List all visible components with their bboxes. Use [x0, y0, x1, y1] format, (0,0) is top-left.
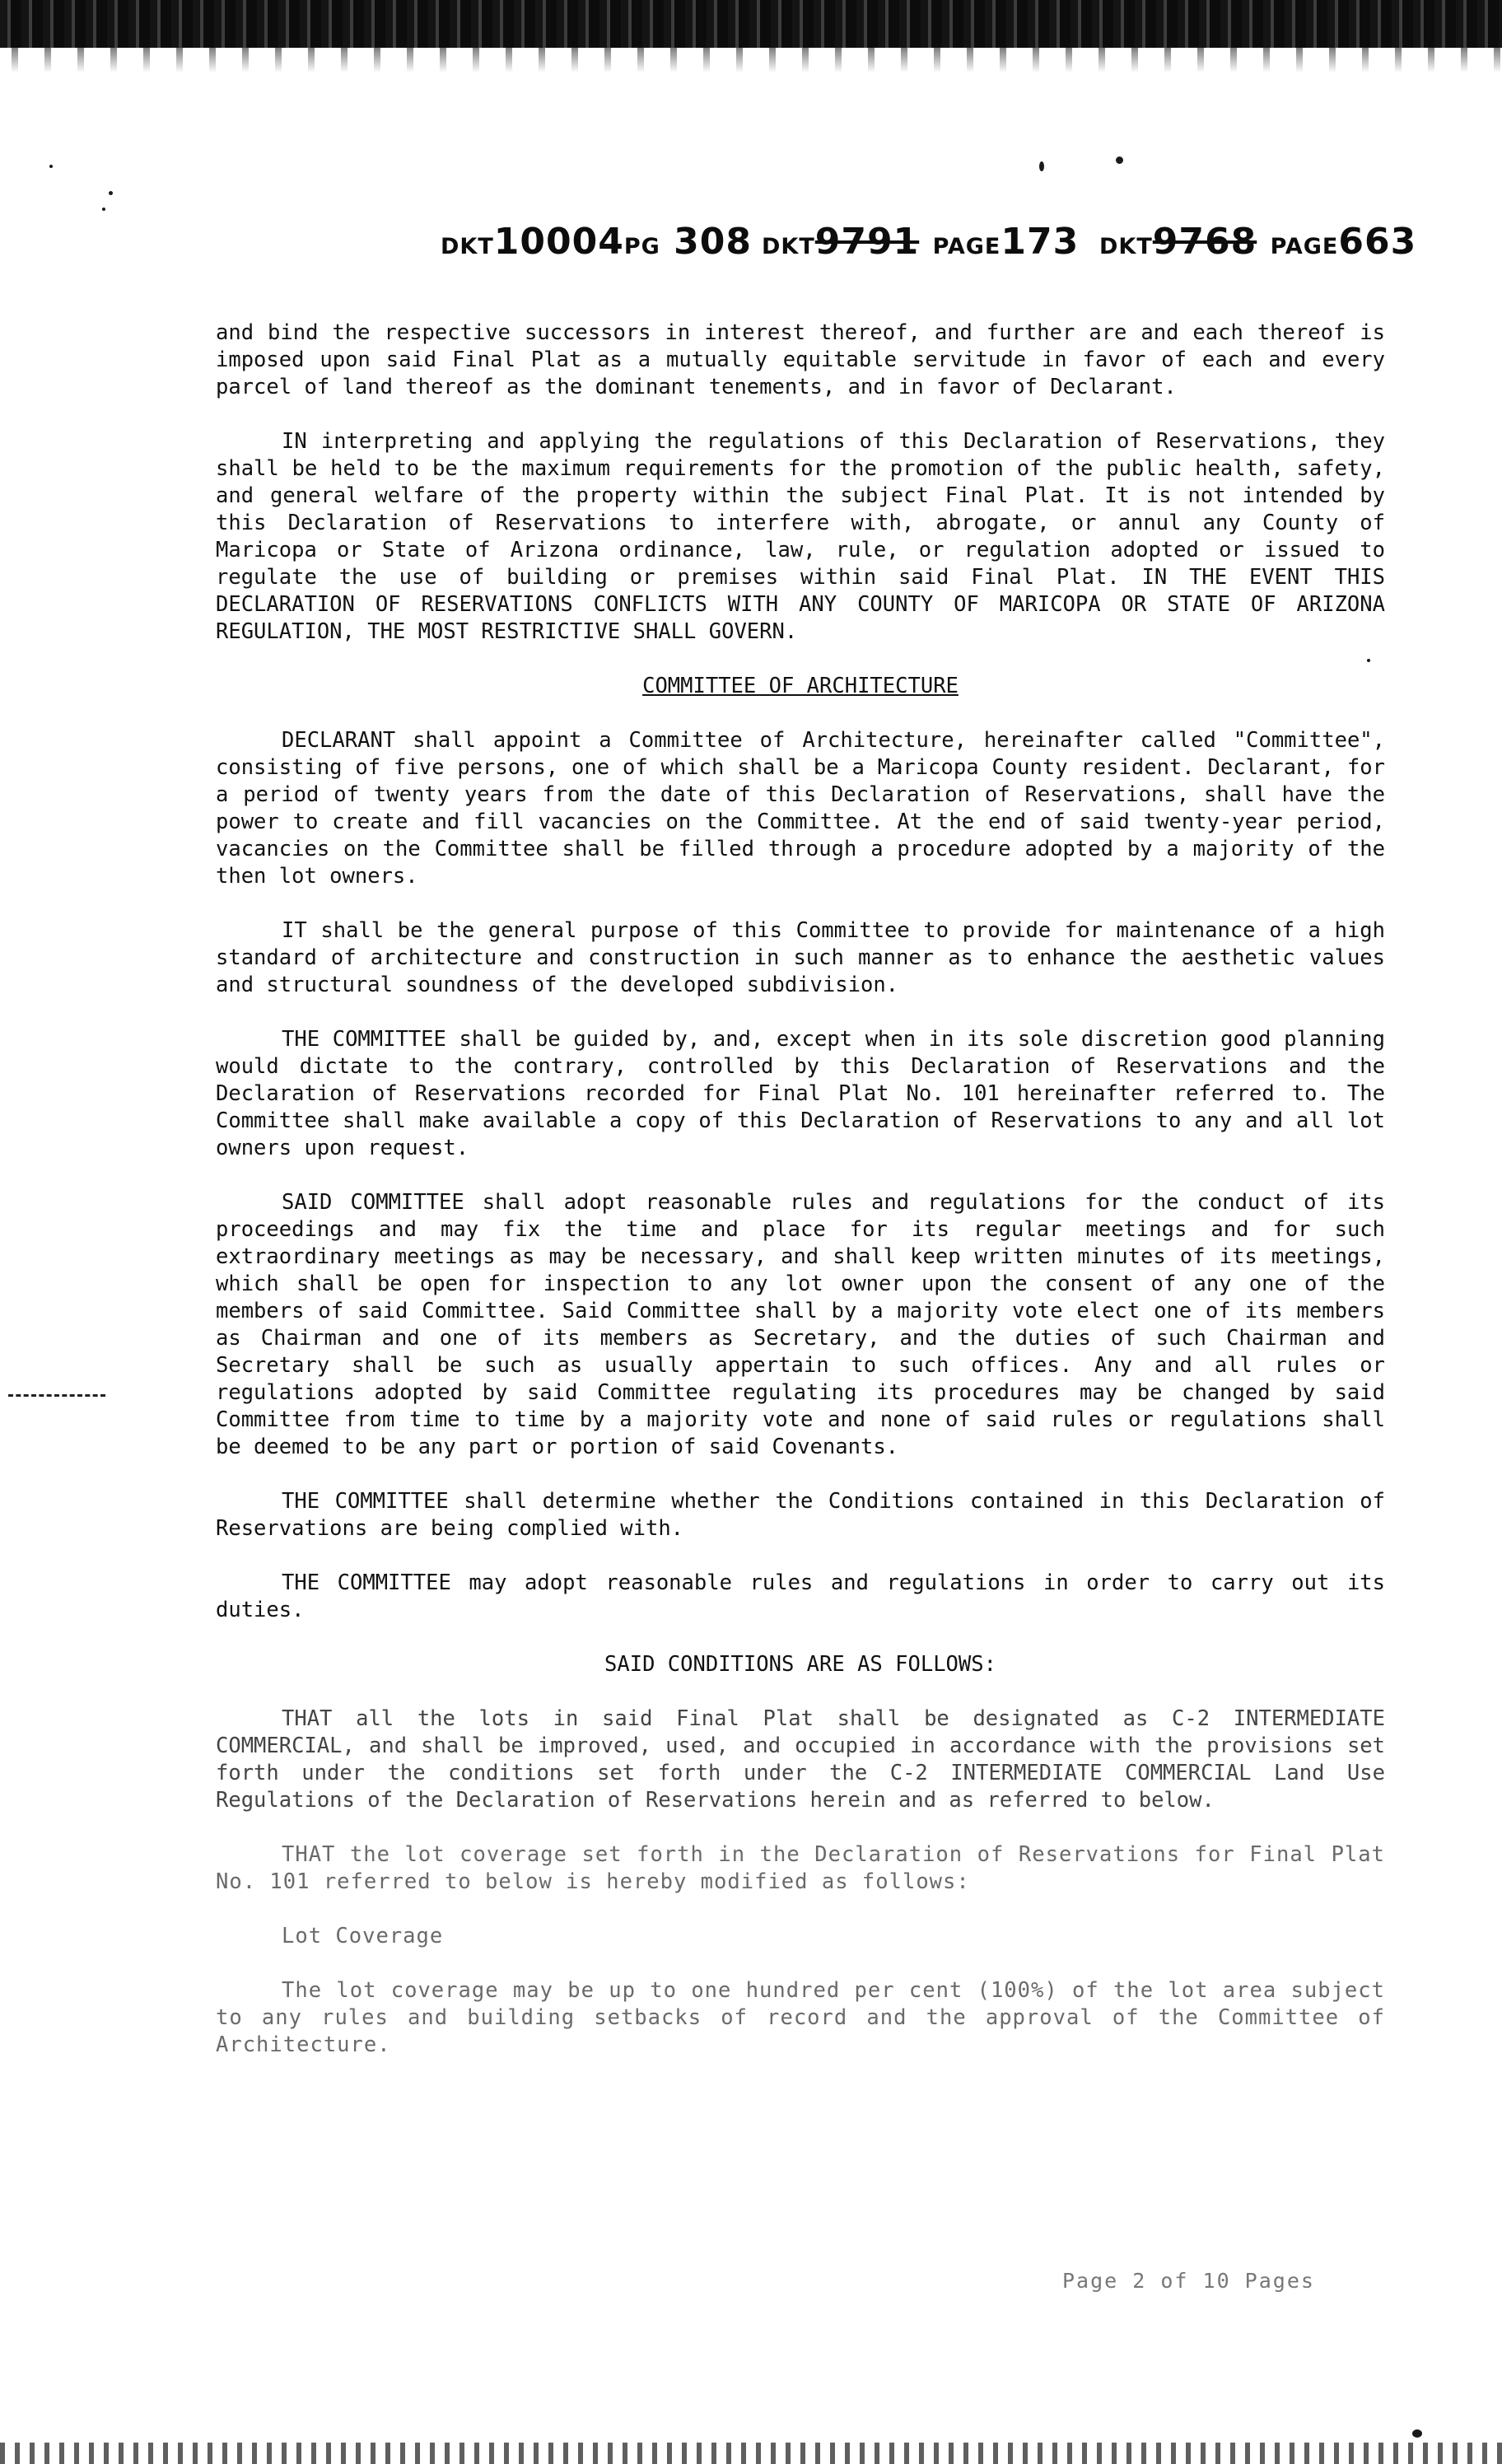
- book-number: 9768: [1152, 221, 1257, 263]
- paragraph-designation: THAT all the lots in said Final Plat shall be designated as C-2 INTERMEDIATE COMMERCIAL, and shall be improved, used, and occupied in accordance with the provisions set forth under the conditions set forth under the C-2 INTERMEDIATE COMMERCIAL Land Use Regulations of the Declaration of Reservations herein and as referred to below.: [216, 1706, 1385, 1813]
- margin-dash-mark: [8, 1394, 105, 1397]
- page-reference-number: 173: [1001, 221, 1080, 263]
- scan-speck: [49, 165, 53, 168]
- book-ref-prefix: DKT: [762, 234, 815, 259]
- scan-bottom-border: [0, 2443, 1502, 2464]
- book-reference-current: [441, 221, 752, 263]
- paragraph-lot-coverage-modification: THAT the lot coverage set forth in the Declaration of Reservations for Final Plat No. 101 referred to below is hereby modified as follows:: [216, 1842, 1385, 1894]
- document-body: [216, 320, 1385, 2086]
- paragraph-lot-coverage: The lot coverage may be up to one hundred per cent (100%) of the lot area subject to any rules and building setbacks of record and the approval of the Committee of Architecture.: [216, 1978, 1385, 2057]
- paragraph-appointment: DECLARANT shall appoint a Committee of Architecture, hereinafter called "Committee", consisting of five persons, one of which shall be a Maricopa County resident. Declarant, for a period of twenty years from the date of this Declaration of Reservations, shall have the power to create and fill vacancies on the Committee. At the end of said twenty-year period, vacancies on the Committee shall be filled through a procedure adopted by a majority of the then lot owners.: [216, 728, 1385, 889]
- book-number: 10004: [493, 221, 624, 263]
- page-label: PG: [623, 234, 660, 259]
- scan-speck: [102, 208, 105, 211]
- scan-speck: [1412, 2429, 1422, 2438]
- page-label: PAGE: [932, 234, 1001, 259]
- section-heading-text: COMMITTEE OF ARCHITECTURE: [642, 674, 959, 698]
- page-reference-number: 308: [674, 221, 752, 263]
- page-reference-number: 663: [1338, 221, 1417, 263]
- subheading-lot-coverage: Lot Coverage: [282, 1924, 444, 1948]
- book-number: 9791: [814, 221, 920, 263]
- scan-speck: [1039, 161, 1044, 171]
- page-number: Page 2 of 10 Pages: [1062, 2269, 1315, 2293]
- paragraph-rules: SAID COMMITTEE shall adopt reasonable rules and regulations for the conduct of its proceedings and may fix the time and place for its regular meetings and for such extraordinary meetings as may be necessary, and shall keep written minutes of its meetings, which shall be open for inspection to any lot owner upon the consent of any one of the members of said Committee. Said Committee shall by a majority vote elect one of its members as Chairman and one of its members as Secretary, and the duties of such Chairman and Secretary shall be such as usually appertain to such offices. Any and all rules or regulations adopted by said Committee regulating its procedures may be changed by said Committee from time to time by a majority vote and none of said rules or regulations shall be deemed to be any part or portion of said Covenants.: [216, 1190, 1385, 1459]
- scan-top-edge-noise: [0, 48, 1502, 72]
- paragraph-servitude: and bind the respective successors in interest thereof, and further are and each thereof is imposed upon said Final Plat as a mutually equitable servitude in favor of each and every parcel of land thereof as the dominant tenements, and in favor of Declarant.: [216, 320, 1385, 399]
- paragraph-guidance: THE COMMITTEE shall be guided by, and, except when in its sole discretion good planning would dictate to the contrary, controlled by this Declaration of Reservations and the Declaration of Reservations recorded for Final Plat No. 101 hereinafter referred to. The Committee shall make available a copy of this Declaration of Reservations to any and all lot owners upon request.: [216, 1027, 1385, 1160]
- scan-speck: [109, 191, 113, 195]
- book-ref-prefix: DKT: [441, 234, 494, 259]
- paragraph-duties: THE COMMITTEE may adopt reasonable rules and regulations in order to carry out its duties.: [216, 1570, 1385, 1622]
- paragraph-compliance: THE COMMITTEE shall determine whether the Conditions contained in this Declaration of Reservations are being complied with.: [216, 1489, 1385, 1541]
- scan-top-border: [0, 0, 1502, 48]
- paragraph-purpose: IT shall be the general purpose of this Committee to provide for maintenance of a high standard of architecture and construction in such manner as to enhance the aesthetic values and structural soundness of the developed subdivision.: [216, 918, 1385, 997]
- recording-book-references: [441, 221, 1417, 280]
- section-heading-conditions: SAID CONDITIONS ARE AS FOLLOWS:: [604, 1652, 996, 1677]
- book-ref-prefix: DKT: [1099, 234, 1153, 259]
- scan-speck: [1116, 156, 1123, 164]
- section-heading-committee: [216, 673, 1385, 700]
- book-reference-superseded-2: [1099, 221, 1416, 263]
- page-label: PAGE: [1270, 234, 1339, 259]
- book-reference-superseded-1: [762, 221, 1079, 263]
- paragraph-interpretation: IN interpreting and applying the regulations of this Declaration of Reservations, they shall be held to be the maximum requirements for the promotion of the public health, safety, and general welfare of the property within the subject Final Plat. It is not intended by this Declaration of Reservations to interfere with, abrogate, or annul any County of Maricopa or State of Arizona ordinance, law, rule, or regulation adopted or issued to regulate the use of building or premises within said Final Plat. IN THE EVENT THIS DECLARATION OF RESERVATIONS CONFLICTS WITH ANY COUNTY OF MARICOPA OR STATE OF ARIZONA REGULATION, THE MOST RESTRICTIVE SHALL GOVERN.: [216, 429, 1385, 644]
